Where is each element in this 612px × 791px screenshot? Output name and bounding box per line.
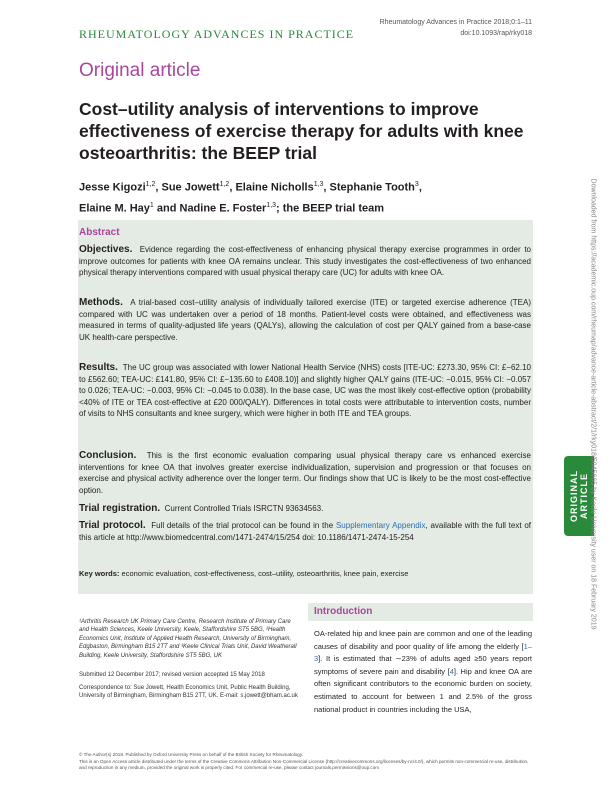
keywords [79, 569, 531, 578]
protocol-label: Trial protocol. [79, 520, 146, 531]
affiliations: ¹Arthritis Research UK Primary Care Centre, Research Institute of Primary Care and Health Sciences, Keele University, Keele, Staffordshire ST5 5BG, ²Health Economics Unit, Institute of Applied Health Research, University of Birmingham, Edgbaston, Birmingham B15 2TT and ³Keele Clinical Trials Unit, David Weatherall Building, Keele University, Staffordshire ST5 5BG, UK [79, 619, 297, 659]
abstract-protocol [79, 520, 531, 543]
author-affiliation: 1 [149, 201, 154, 209]
abstract-heading: Abstract [79, 227, 120, 238]
citation-link[interactable]: 4 [449, 666, 454, 676]
results-text: The UC group was associated with lower National Health Service (NHS) costs [ITE-UC: £273.30, 95% CI: £−62.10 to £562.60; TEA-UC: £141.80, 95% CI: £−135.60 to £408.10)] and slightly higher QALY gains (ITE-UC: −0.015, 95% CI: −0.057 to 0.026; TEA-UC: −0.003, 95% CI: −0.045 to 0.038). In the base case, UC was the most likely cost-effective option (probability <40% of ITE or TEA cost-effective at £20 000/QALY). Differences in total costs were attributable to intervention costs, number of visits to NHS consultants and knee surgery, which were higher in both ITE and TEA groups. [79, 363, 531, 419]
author-name[interactable]: Sue Jowett [161, 181, 220, 194]
protocol-text: Full details of the trial protocol can be found in the [151, 521, 334, 530]
conclusion-label: Conclusion. [79, 450, 137, 461]
registration-label: Trial registration. [79, 503, 161, 514]
author-affiliation: 1,3 [266, 201, 277, 209]
objectives-text: Evidence regarding the cost-effectiveness of enhancing physical therapy exercise programmes in order to improve outcomes for patients with knee OA remains unclear. This study investigates the cost-effectiveness of two enhanced physical therapy interventions compared with usual physical therapy care (UC) for adults with knee OA. [79, 245, 531, 278]
registration-text: Current Controlled Trials ISRCTN 93634563. [164, 504, 324, 513]
abstract-results [79, 362, 531, 420]
protocol-text-cont: , available with the full text of this article at http://www.biomedcentral.com/1471-2474/15/254 doi: 10.1186/1471-2474-15-254 [79, 521, 531, 542]
keywords-text: economic evaluation, cost-effectiveness, cost–utility, osteoarthritis, knee pain, exercise [121, 569, 409, 578]
doi-line[interactable]: doi:10.1093/rap/rky018 [460, 30, 532, 37]
abstract-objectives [79, 244, 531, 279]
results-label: Results. [79, 362, 118, 373]
article-type: Original article [79, 60, 201, 81]
author-affiliation: 1,2 [145, 181, 156, 188]
author-name[interactable]: Elaine Nicholls [235, 181, 314, 194]
page-footer [79, 752, 534, 772]
supplementary-appendix-link[interactable]: Supplementary Appendix [335, 521, 426, 530]
download-watermark: Downloaded from https://academic.oup.com/rheumap/advance-article-abstract/2/1/rky018/5045665 by Keele University user on 18 February 2019 [589, 178, 597, 630]
author-list [79, 176, 529, 217]
author-name[interactable]: Elaine M. Hay [79, 202, 150, 215]
author-group: the BEEP trial team [282, 202, 385, 215]
journal-citation [380, 17, 532, 39]
introduction-text [314, 628, 532, 716]
citation-line: Rheumatology Advances in Practice 2018;0:1–11 [379, 19, 532, 26]
author-separator: , [418, 181, 422, 194]
author-separator: , [323, 181, 330, 194]
original-article-tab-label [569, 456, 589, 536]
received-dates: Submitted 12 December 2017; revised version accepted 15 May 2018 [79, 672, 265, 678]
intro-text-part: ]. Hip and knee OA are often significant contributors to the economic burden on society, estimated to account for between 1 and 2.5% of the gross national product in countries including the USA, [314, 666, 532, 714]
author-name[interactable]: Stephanie Tooth [329, 181, 415, 194]
tab-label-line: ORIGINAL [569, 470, 579, 522]
author-name[interactable]: Nadine E. Foster [179, 202, 267, 215]
author-separator: , [155, 181, 162, 194]
abstract-conclusion [79, 450, 531, 496]
author-separator: and [153, 202, 180, 215]
methods-label: Methods. [79, 297, 123, 308]
introduction-heading: Introduction [314, 606, 373, 617]
abstract-registration [79, 503, 531, 515]
intro-text-part: OA-related hip and knee pain are common and one of the leading causes of disability and poor quality of life among the elderly [ [314, 629, 532, 651]
author-separator: , [229, 181, 236, 194]
author-name[interactable]: Jesse Kigozi [79, 181, 146, 194]
citation-link[interactable]: 1–3 [314, 641, 532, 664]
abstract-methods [79, 297, 531, 343]
journal-name: RHEUMATOLOGY ADVANCES IN PRACTICE [79, 27, 355, 41]
copyright-line: © The Author(s) 2018. Published by Oxford University Press on behalf of the British Society for Rheumatology. [79, 752, 304, 757]
intro-text-part: ]. It is estimated that ∼23% of adults aged ≥50 years report symptoms of severe pain and disability [ [314, 654, 532, 676]
objectives-label: Objectives. [79, 244, 133, 255]
conclusion-text: This is the first economic evaluation comparing usual physical therapy care vs enhanced exercise interventions for knee OA that involves greater exercise individualization, supervision and progression or that focuses on exercise and physical activity adherence over the longer term. Our findings show that UC is likely to be the most cost-effective option. [79, 451, 531, 495]
keywords-label: Key words: [79, 569, 120, 578]
correspondence: Correspondence to: Sue Jowett, Health Economics Unit, Public Health Building, University of Birmingham, Birmingham B15 2TT, UK. E-mail: s.jowett@bham.ac.uk [79, 685, 298, 700]
author-affiliation: 3 [414, 181, 419, 188]
license-line: This is an Open Access article distributed under the terms of the Creative Commons Attribution Non-Commercial License (http://creativecommons.org/licenses/by-nc/4.0/), which permits non-commercial re-use, distribution, and reproduction in any medium, provided the original work is properly cited. For commercial re-use, please contact journals.permissions@oup.com [79, 758, 529, 771]
author-affiliation: 1,3 [313, 181, 324, 188]
author-affiliation: 1,2 [219, 181, 230, 188]
tab-label-line: ARTICLE [579, 473, 589, 519]
author-separator: ; [276, 202, 283, 215]
methods-text: A trial-based cost–utility analysis of individually tailored exercise (ITE) or targeted exercise adherence (TEA) compared with UC was undertaken over a period of 18 months. Patient-level costs were obtained, and effectiveness was measured in terms of quality-adjusted life years (QALYs), allowing the calculation of cost per QALY gained from a base-case UK health-care perspective. [79, 298, 531, 342]
article-title: Cost–utility analysis of interventions to improve effectiveness of exercise therapy for adults with knee osteoarthritis: the BEEP trial [79, 99, 524, 163]
